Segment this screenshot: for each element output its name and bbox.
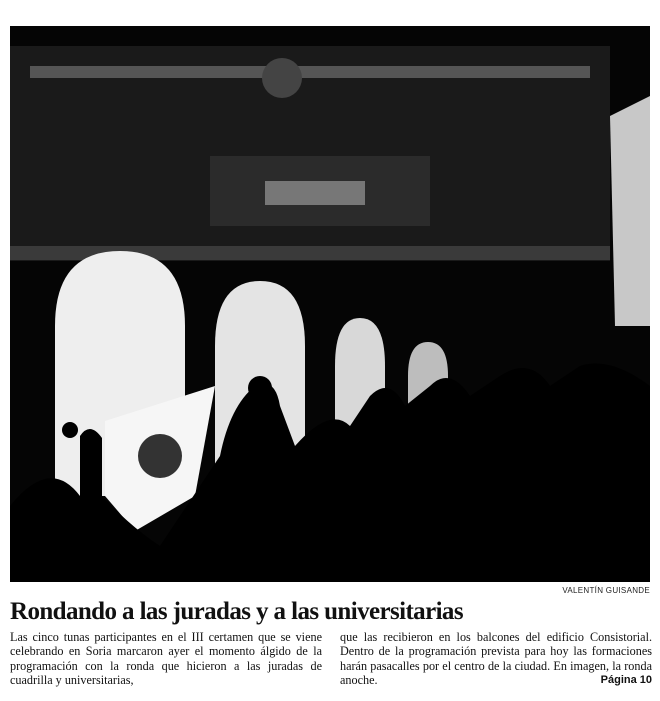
building-facade — [10, 46, 610, 261]
cornice — [30, 66, 590, 78]
column-2-paragraph — [340, 630, 652, 688]
photo-illustration — [10, 26, 650, 582]
head-2 — [62, 422, 78, 438]
article-body — [10, 630, 652, 688]
head-1 — [248, 376, 272, 400]
column-1 — [10, 630, 322, 688]
banner — [265, 181, 365, 205]
flag-emblem — [138, 434, 182, 478]
clock — [262, 58, 302, 98]
news-photo — [10, 26, 650, 582]
column-2-text: que las recibieron en los balcones del edificio Consistorial. Dentro de la programación prevista para hoy las formaciones harán pasacalles por el centro de la ciudad. En imagen, la ronda anoche. — [340, 630, 652, 688]
column-2 — [340, 630, 652, 688]
photo-credit: VALENTÍN GUISANDE — [562, 586, 650, 595]
page-reference: Página 10 — [600, 674, 652, 687]
column-1-text: Las cinco tunas participantes en el III certamen que se viene celebrando en Soria marcaron ayer el momento álgido de la programación con la ronda que hicieron a las juradas de cuadrilla y universitarias, — [10, 630, 322, 688]
headline: Rondando a las juradas y a las universitarias — [10, 598, 463, 625]
side-light — [610, 96, 650, 326]
